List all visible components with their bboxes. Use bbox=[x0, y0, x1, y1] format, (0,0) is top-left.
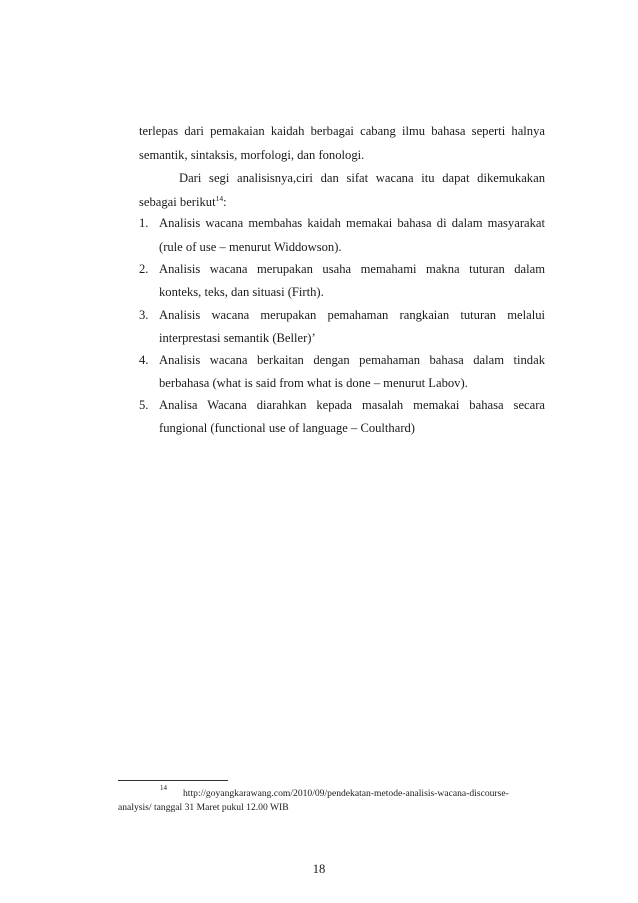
list-item-line1: Analisis wacana berkaitan dengan pemahaman bahasa dalam tindak bbox=[159, 353, 545, 367]
paragraph2-line2-end: : bbox=[223, 195, 227, 209]
list-item-line2: konteks, teks, dan situasi (Firth). bbox=[159, 285, 324, 299]
list-item-line1: Analisis wacana merupakan usaha memahami makna tuturan dalam bbox=[159, 262, 545, 276]
footnote-line2: analysis/ tanggal 31 Maret pukul 12.00 WIB bbox=[118, 802, 289, 813]
paragraph1-line2: semantik, sintaksis, morfologi, dan fonologi. bbox=[139, 148, 365, 162]
footnote-number-mark: 14 bbox=[160, 783, 167, 792]
list-marker: 2. bbox=[139, 262, 149, 276]
page-number: 18 bbox=[312, 862, 326, 876]
list-item-line2: berbahasa (what is said from what is done – menurut Labov). bbox=[159, 376, 468, 390]
list-item-line2: interprestasi semantik (Beller)’ bbox=[159, 331, 316, 345]
footnote-url[interactable]: http://goyangkarawang.com/2010/09/pendekatan-metode-analisis-wacana-discourse- bbox=[183, 788, 509, 799]
list-marker: 5. bbox=[139, 398, 149, 412]
footnote-separator bbox=[118, 780, 228, 781]
list-item-line1: Analisa Wacana diarahkan kepada masalah memakai bahasa secara bbox=[159, 398, 545, 412]
list-item-line2: (rule of use – menurut Widdowson). bbox=[159, 240, 342, 254]
list-item-line1: Analisis wacana merupakan pemahaman rangkaian tuturan melalui bbox=[159, 308, 545, 322]
paragraph2-line2-text: sebagai berikut bbox=[139, 195, 216, 209]
footnote-reference[interactable]: 14 bbox=[215, 193, 224, 203]
paragraph1-line1: terlepas dari pemakaian kaidah berbagai cabang ilmu bahasa seperti halnya bbox=[139, 124, 545, 138]
footnote-number bbox=[160, 785, 167, 798]
list-marker: 1. bbox=[139, 216, 149, 230]
list-marker: 4. bbox=[139, 353, 149, 367]
list-marker: 3. bbox=[139, 308, 149, 322]
paragraph2-line1: Dari segi analisisnya,ciri dan sifat wacana itu dapat dikemukakan bbox=[179, 171, 545, 185]
paragraph2-line2 bbox=[139, 194, 227, 210]
list-item-line2: fungional (functional use of language – Coulthard) bbox=[159, 421, 416, 435]
list-item-line1: Analisis wacana membahas kaidah memakai bahasa di dalam masyarakat bbox=[159, 216, 545, 230]
